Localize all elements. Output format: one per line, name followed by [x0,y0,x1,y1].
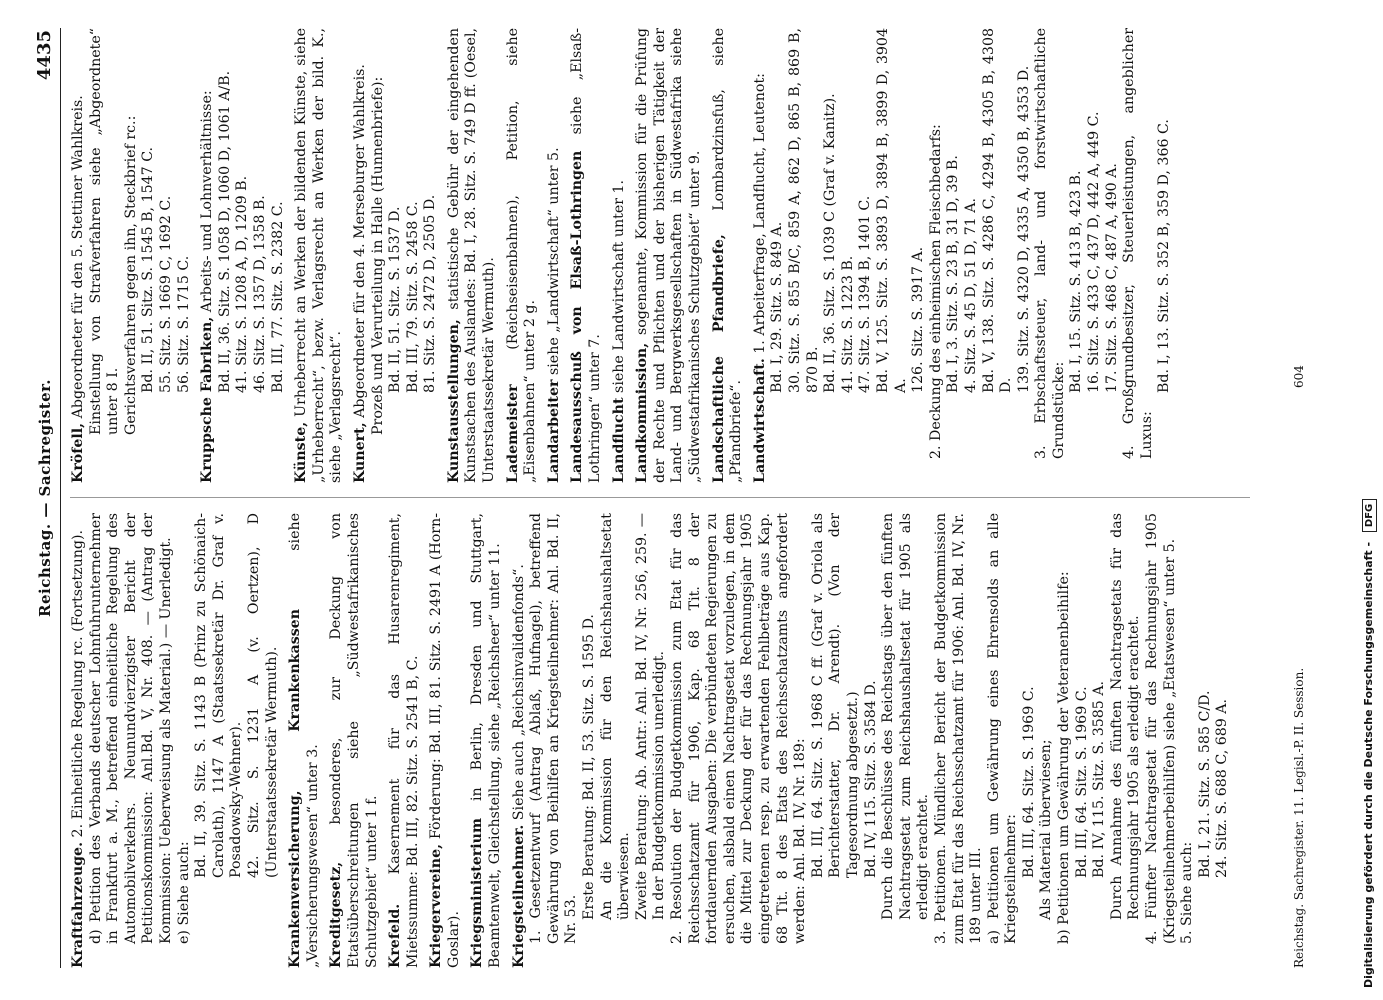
register-entry [511,513,1232,968]
entry-first-line [428,513,463,968]
entry-line: Durch Annahme des fünften Nachtragsetats für das Rechnungsjahr 1905 als erledigt erachtet. [1108,513,1143,920]
register-entry [634,28,704,483]
entry-text: siehe „Versicherungswesen“ unter 3. [287,513,321,968]
entry-line: d) Petition des Verbands deutscher Lohnfuhrunternehmer in Frankfurt a. M., betreffend einheitliche Regelung des Automobilverkehrs. Neunundvierzigster Bericht der Petitionskommission: Anl.Bd. V, Nr. 408. — (Antrag der Kommission: Ueberweisung als Material.) — Unerledigt. [87,513,174,944]
entry-text: besonderes, zur Deckung von Etatsüberschreitungen siehe „Südwestafrikanisches Schutzgebiet“ unter 1 f. [328,513,380,968]
entry-line: 81. Sitz. S. 2472 D, 2505 D. [422,194,439,393]
register-entry [70,513,281,968]
entry-line: 126. Sitz. S. 3917 A. [910,246,927,393]
entry-keyword: Kriegervereine, [428,843,445,968]
register-entry [752,28,1174,483]
register-entry [287,513,322,968]
entry-line: Bd. II, 51. Sitz. S. 1537 D. [387,206,404,393]
page-header [30,28,61,968]
register-entry [569,28,604,483]
entry-line: Bd. III, 64. Sitz. S. 1969 C. [1020,686,1037,878]
entry-line: Bd. II, 36. Sitz. S. 1058 D, 1060 D, 1061 A/B. [216,70,233,393]
entry-text: 1. Arbeiterfrage, Landflucht, Leutenot: [751,73,768,354]
entry-keyword: Landwirtschaft. [751,358,768,483]
entry-text: Förderung: Bd. III, 81. Sitz. S. 2491 A (Horn-Goslar). [428,513,462,968]
entry-line: e) Siehe auch: [175,841,192,944]
footer-number: 604 [1292,365,1306,388]
register-entry [546,28,564,483]
entry-first-line [511,513,529,968]
entry-first-line [711,28,746,483]
entry-line: Bd. V, 125. Sitz. S. 3893 D, 3894 B, 3899 D, 3904 A. [874,28,909,393]
column-divider [70,497,1250,498]
entry-line: 42. Sitz. S. 1231 A (v. Oertzen), D (Unterstaatssekretär Wermuth). [245,513,280,878]
entry-text: Kasernement für das Husarenregiment, Mietssumme: Bd. III, 82. Sitz. S. 2541 B, C. [387,513,421,968]
entry-first-line [752,28,770,483]
register-entry [352,28,440,483]
register-entry [446,28,499,483]
entry-keyword: Landesausschuß von Elsaß-Lothringen [569,150,586,483]
entry-first-line [293,28,346,483]
entry-first-line [352,28,370,483]
entry-line: 41. Sitz. S. 1223 B. [839,255,856,393]
entry-first-line [546,28,564,483]
entry-text: Lombardzinsfuß, siehe „Pfandbriefe“. [710,28,745,483]
entry-keyword: Kriegsteilnehmer. [510,824,527,968]
entry-keyword: Landarbeiter [545,379,562,483]
register-entry [428,513,463,968]
entry-text: sogenannte, Kommission für die Prüfung der Rechte und Pflichten und der bisherigen Tätigkeit der Land- und Bergwerksgesellschaften in Südwestafrika siehe „Südwestafrikanisches Schutzgebiet“ unter 9. [634,27,703,483]
entry-line: 5. Siehe auch: [1179,841,1196,944]
entry-text: in Berlin, Dresden und Stuttgart, Beamtenwelt, Gleichstellung, siehe „Reichsheer“ unter 11. [469,512,504,968]
entry-line: 55. Sitz. S. 1669 C, 1692 C. [157,195,174,393]
entry-line: Bd. IV, 115. Sitz. S. 3585 A. [1091,680,1108,878]
entry-line: 4. Großgrundbesitzer, Steuerleistungen, angeblicher Luxus: [1121,28,1155,459]
entry-line: Bd. II, 36. Sitz. S. 1039 C (Graf v. Kanitz). [822,93,839,393]
entry-line: a) Petitionen um Gewährung eines Ehrensolds an alle Kriegsteilnehmer: [985,513,1020,944]
entry-line: 30. Sitz. S. 855 B/C, 859 A, 862 D, 865 B, 869 B, 870 B. [786,28,821,393]
entry-text: Urheberrecht an Werken der bildenden Künste, siehe „Urheberrecht“, bezw. Verlagsrecht an Werken der bild. K., siehe „Verlagsrecht“. [293,28,345,483]
entry-text: Abgeordneter für den 4. Merseburger Wahlkreis. [351,64,368,418]
register-entry [469,513,504,968]
entry-line: Einstellung von Strafverfahren siehe „Abgeordnete“ unter 8 I. [87,28,122,435]
entry-line: 2. Deckung des einheimischen Fleischbedarfs: [927,124,944,459]
entry-keyword: Kriegsministerium [469,818,486,968]
register-entry [199,28,287,483]
entry-first-line [387,513,422,968]
register-entry [293,28,346,483]
entry-line: 4. Fünfter Nachtragsetat für das Rechnungsjahr 1905 (Kriegsteilnehmerbeihilfen) siehe „Etatswesen“ unter 5. [1144,513,1178,944]
entry-keyword: Kruppsche Fabriken, [199,316,216,483]
entry-line: Bd. IV, 115. Sitz. S. 3584 D. [862,680,879,878]
entry-keyword: Kraftfahrzeuge. [70,841,86,968]
entry-line: Bd. III, 64. Sitz. S. 1969 C. [1073,686,1090,878]
entry-line: 24. Sitz. S. 688 C, 689 A. [1214,698,1231,878]
entry-keyword: Landschaftliche Pfandbriefe, [710,234,727,483]
footer-signature: Reichstag. Sachregister. 11. Legisl.-P. II. Session. [1292,667,1306,968]
entry-line: 1. Gesetzentwurf (Antrag Ablaß, Hufnagel), betreffend Gewährung von Beihilfen an Kriegsteilnehmer: Anl. Bd. II, Nr. 53. [528,513,580,944]
entry-line: 3. Erbschaftssteuer, land- und forstwirtschaftliche Grundstücke: [1033,28,1067,459]
entry-keyword: Landflucht [610,397,627,483]
entry-line: Bd. I, 29. Sitz. S. 849 A. [769,221,786,393]
register-entry [328,513,381,968]
entry-line: 41. Sitz. S. 1208 A, D, 1209 B. [234,175,251,393]
entry-line: 56. Sitz. S. 1715 C. [175,255,192,393]
entry-text: Siehe auch „Reichsinvalidenfonds“. [510,564,527,821]
entry-keyword: Lademeister [504,384,521,483]
entry-line: Bd. III, 64. Sitz. S. 1968 C ff. (Graf v. Oriola als Berichterstatter, Dr. Arendt). (Von der Tagesordnung abgesetzt.) [809,513,861,878]
running-title: Reichstag. — Sachregister. [36,379,54,617]
entry-first-line [505,28,540,483]
entry-keyword: Krefeld. [387,903,404,968]
entry-first-line [199,28,217,483]
register-entry [70,28,193,483]
entry-line: Bd. II, 51. Sitz. S. 1545 B, 1547 C. [140,146,157,393]
entry-first-line [70,513,88,968]
entry-line: Als Material überwiesen; [1038,739,1055,920]
entry-text: siehe „Elsaß-Lothringen“ unter 7. [569,28,604,483]
entry-line: b) Petitionen um Gewährung der Veteranenbeihilfe: [1056,571,1073,944]
entry-line: Prozeß und Verurteilung in Halle (Hunnenbriefe): [369,76,386,435]
entry-keyword: Kunert, [351,422,368,483]
entry-line: 139. Sitz. S. 4320 D, 4335 A, 4350 B, 4353 D. [1015,65,1032,393]
entry-first-line [569,28,604,483]
entry-line: 4. Sitz. S. 45 D, 51 D, 71 A. [962,198,979,393]
entry-text: 2. Einheitliche Regelung rc. (Fortsetzung). [70,529,86,838]
entry-first-line [611,28,629,483]
dfg-logo: DFG [1362,499,1377,532]
entry-line: Erste Beratung: Bd. II, 53. Sitz. S. 1595 D. [581,614,598,920]
entry-keyword: Kröfell, [70,422,86,483]
entry-text: siehe Landwirtschaft unter 1. [610,179,627,393]
entry-line: 2. Resolution der Budgetkommission zum Etat für das Reichsschatzamt für 1906, Kap. 68 Tit. 8 der fortdauernden Ausgaben: Die verbündeten Regierungen zu ersuchen, alsbald einen Nachtragsetat vorzulegen, in dem die Mittel zur Deckung der für das Rechnungsjahr 1905 eingetretenen resp. zu erwartenden Fehlbeträge aus Kap. 68 Tit. 8 des Etats des Reichsschatzamts angefordert werden: Anl. Bd. IV, Nr. 189: [669,513,809,944]
entry-line: Zweite Beratung: Ab. Antr.: Anl. Bd. IV, Nr. 256, 259. — In der Budgetkommission unerledigt. [633,513,668,920]
rotated-page-content [30,28,1320,968]
entry-first-line [328,513,381,968]
dfg-sidebar [1360,8,1382,992]
entry-first-line [634,28,704,483]
entry-line: 16. Sitz. S. 433 C, 437 D, 442 A, 449 C. [1086,111,1103,393]
digitization-note [1362,18,1377,988]
entry-line: Bd. I, 21. Sitz. S. 585 C/D. [1196,690,1213,878]
left-column [70,513,1238,968]
entry-line: 46. Sitz. S. 1357 D, 1358 B. [251,195,268,393]
right-column [70,28,1180,483]
entry-text: (Reichseisenbahnen), Petition, siehe „Eisenbahnen“ unter 2 g. [504,28,539,483]
entry-keyword: Künste, [293,421,310,483]
entry-line: Bd. II, 39. Sitz. S. 1143 B (Prinz zu Schönaich-Carolath), 1147 A (Staatssekretär Dr. Graf v. Posadowsky-Wehner). [193,513,245,878]
digitization-text: Digitalisierung gefördert durch die Deutsche Forschungsgemeinschaft - [1362,541,1375,988]
entry-first-line [287,513,322,968]
entry-keyword: Landkommission, [634,342,651,483]
entry-text: statistische Gebühr der eingehenden Kunstsachen des Auslandes: Bd. I, 28. Sitz. S. 749 D ff. (Oesel, Unterstaatssekretär Wermuth). [445,27,498,483]
page-number: 4435 [34,30,55,81]
entry-line: Bd. V, 138. Sitz. S. 4286 C, 4294 B, 4305 B, 4308 D. [980,28,1015,393]
entry-text: Arbeits- und Lohnverhältnisse: [199,90,216,313]
entry-line: An die Kommission für den Reichshaushaltsetat überwiesen. [598,513,633,920]
entry-first-line [70,28,88,483]
register-entry [387,513,422,968]
entry-line: Bd. I, 13. Sitz. S. 352 B, 359 D, 366 C. [1156,119,1173,393]
entry-line: Gerichtsverfahren gegen ihn, Steckbrief rc.: [122,115,139,435]
entry-keyword: Kreditgesetz, [328,861,345,968]
register-entry [611,28,629,483]
entry-line: 17. Sitz. S. 468 C, 487 A, 490 A. [1103,163,1120,393]
entry-line: Bd. I, 3. Sitz. S. 23 B, 31 D, 39 B. [945,155,962,393]
register-entry [711,28,746,483]
entry-first-line [469,513,504,968]
entry-line: Durch die Beschlüsse des Reichstags über den fünften Nachtragsetat zum Reichshaushaltsetat für 1905 als erledigt erachtet. [880,513,932,920]
entry-text: siehe „Landwirtschaft“ unter 5. [545,147,562,376]
register-entry [505,28,540,483]
entry-line: Bd. I, 15. Sitz. S. 413 B, 423 B. [1068,170,1085,393]
entry-line: 47. Sitz. S. 1394 B, 1401 C. [857,195,874,393]
entry-keyword: Kunstausstellungen, [445,319,462,483]
entry-text: Abgeordneter für den 5. Stettiner Wahlkreis. [70,95,86,419]
entry-keyword: Krankenversicherung, Krankenkassen [287,608,304,968]
entry-line: Bd. III, 77. Sitz. S. 2382 C. [269,201,286,393]
entry-line: 3. Petitionen. Mündlicher Bericht der Budgetkommission zum Etat für das Reichsschatzamt für 1906: Anl. Bd. IV, Nr. 189 unter III. [932,513,985,944]
entry-first-line [446,28,499,483]
entry-line: Bd. III, 79. Sitz. S. 2458 C. [404,201,421,393]
